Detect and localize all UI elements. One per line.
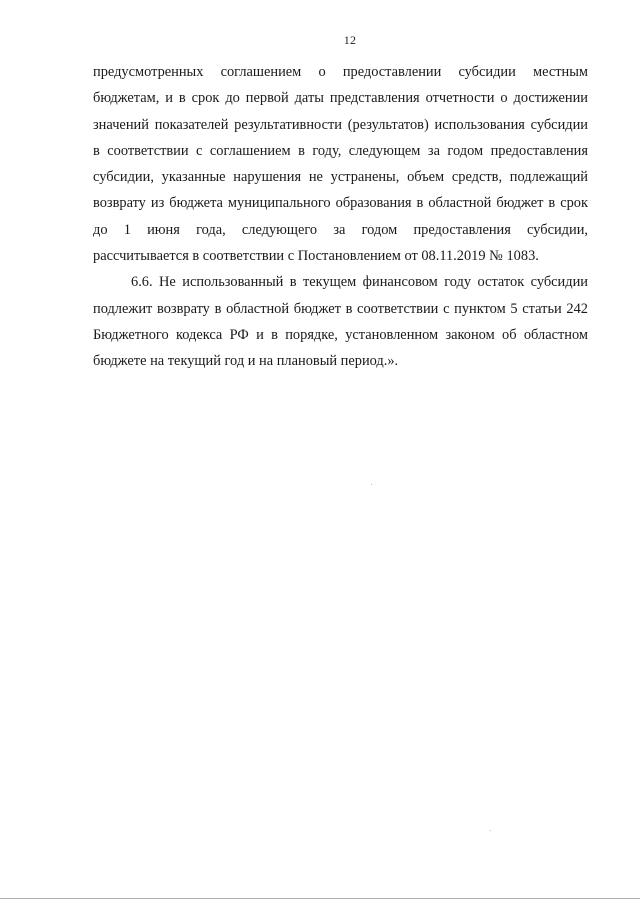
text-line: значений показателей результативности (результатов) использования субсидии [93,116,588,133]
document-body [93,59,588,375]
text-line: бюджете на текущий год и на плановый период.». [93,353,399,370]
page-number: 12 [343,33,357,47]
text-line: предусмотренных соглашением о предоставлении субсидии местным [93,64,588,80]
text-line: до 1 июня года, следующего за годом предоставления субсидии, [93,221,588,238]
text-line: подлежит возврату в областной бюджет в соответствии с пунктом 5 статьи 242 [93,300,588,317]
scan-speck [371,484,372,485]
text-line: в соответствии с соглашением в году, следующем за годом предоставления [93,142,588,159]
text-line: рассчитывается в соответствии с Постановлением от 08.11.2019 № 1083. [93,248,539,265]
scan-speck [490,830,491,831]
text-line: субсидии, указанные нарушения не устранены, объем средств, подлежащий [93,169,588,186]
text-line: Бюджетного кодекса РФ и в порядке, установленном законом об областном [93,326,588,343]
text-line: 6.6. Не использованный в текущем финансовом году остаток субсидии [131,274,588,291]
paragraph-6-6 [93,269,588,374]
text-line: бюджетам, и в срок до первой даты представления отчетности о достижении [93,90,588,107]
text-line: возврату из бюджета муниципального образования в областной бюджет в срок [93,195,588,212]
paragraph-continuation [93,59,588,269]
scan-edge-line [0,898,640,899]
